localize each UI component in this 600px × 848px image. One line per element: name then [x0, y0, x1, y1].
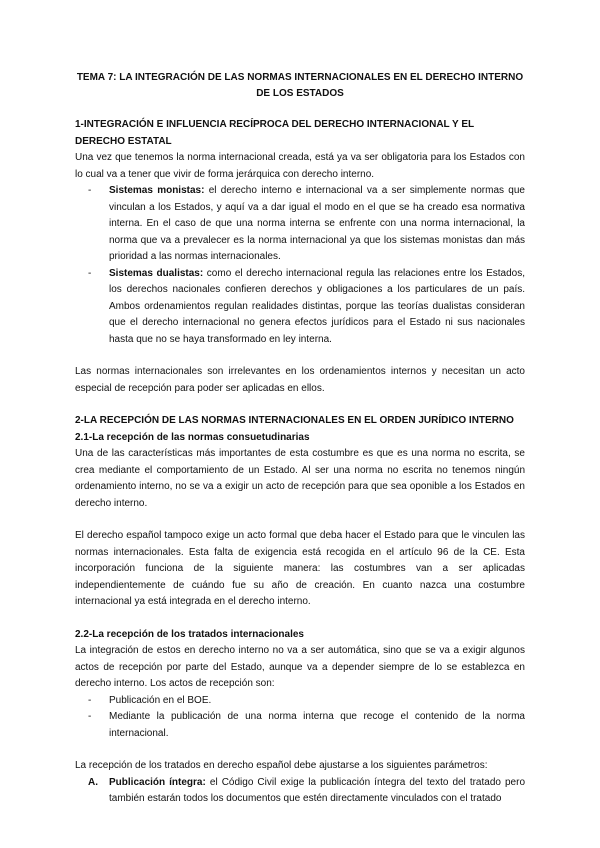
list-item-text: Publicación en el BOE.	[109, 694, 212, 706]
subsection-2-2-heading: 2.2-La recepción de los tratados internacionales	[75, 628, 304, 640]
monistas-text: el derecho interno e internacional va a ser simplemente normas que vinculan a los Estados, y aquí va a dar igual el modo en el que se ha creado esa normativa interna. En el caso de que una norma interna se enfrente con una norma internacional, la norma que va a prevalecer es la norma internacional ya que los sistemas monistas dan más prioridad a las normas internacionales.	[109, 185, 525, 262]
list-marker: A.	[88, 776, 98, 788]
list-item-text: Mediante la publicación de una norma interna que recoge el contenido de la norma internacional.	[109, 711, 525, 739]
parameters-list	[75, 775, 525, 808]
subsection-2-2-p1: La integración de estos en derecho interno no va a ser automática, sino que se va a exigir algunos actos de recepción por parte del Estado, aunque va a depender siempre de lo se establezca en derecho interno. Los actos de recepción son:	[75, 645, 525, 689]
list-marker: -	[88, 694, 92, 706]
subsection-2-2-p2: La recepción de los tratados en derecho español debe ajustarse a los siguientes parámetros:	[75, 760, 488, 771]
list-item	[75, 709, 525, 742]
list-marker: -	[88, 711, 92, 722]
section-1-intro: Una vez que tenemos la norma internacional creada, está ya va ser obligatoria para los Estados con lo cual va a tener que vivir de forma jerárquica con derecho interno.	[75, 152, 525, 180]
term-dualistas: Sistemas dualistas:	[109, 267, 204, 279]
dualistas-text: como el derecho internacional regula las relaciones entre los Estados, los derechos nacionales confieren derechos y obligaciones a los particulares de un país. Ambos ordenamientos regulan realidades distintas, porque las teorías dualistas consideran que el derecho internacional no genera efectos jurídicos para el Estado ni sus nacionales hasta que no se haya transformado en ley interna.	[109, 267, 525, 345]
list-item	[75, 775, 525, 808]
list-marker: -	[88, 185, 92, 196]
list-item	[75, 266, 525, 349]
list-marker: -	[88, 267, 92, 279]
section-2-heading: 2-LA RECEPCIÓN DE LAS NORMAS INTERNACIONALES EN EL ORDEN JURÍDICO INTERNO	[75, 415, 514, 426]
publicacion-integra-text: el Código Civil exige la publicación íntegra del texto del tratado pero también estarán todos los documentos que estén directamente vinculados con el tratado	[109, 776, 526, 804]
term-monistas: Sistemas monistas:	[109, 185, 205, 196]
section-1-closing: Las normas internacionales son irrelevantes en los ordenamientos internos y necesitan un acto especial de recepción para poder ser aplicadas en ellos.	[75, 366, 525, 394]
list-item	[75, 183, 525, 266]
systems-list	[75, 183, 525, 348]
list-item	[75, 693, 525, 710]
page-title: TEMA 7: LA INTEGRACIÓN DE LAS NORMAS INTERNACIONALES EN EL DERECHO INTERNO DE LOS ESTADOS	[76, 72, 524, 99]
term-publicacion-integra: Publicación íntegra:	[109, 776, 206, 788]
subsection-2-1-heading: 2.1-La recepción de las normas consuetudinarias	[75, 431, 310, 443]
section-1-heading: 1-INTEGRACIÓN E INFLUENCIA RECÍPROCA DEL DERECHO INTERNACIONAL Y EL DERECHO ESTATAL	[75, 119, 474, 147]
subsection-2-1-p1: Una de las características más importantes de esta costumbre es que es una norma no escrita, se crea mediante el comportamiento de un Estado. Al ser una norma no escrita no tenemos ningún ordenamiento interno, no se va a exigir un acto de recepción para que sea oponible a los Estados en derecho interno.	[75, 448, 525, 509]
subsection-2-1-p2: El derecho español tampoco exige un acto formal que deba hacer el Estado para que le vinculen las normas internacionales. Esta falta de exigencia está recogida en el artículo 96 de la CE. Esta incorporación funciona de la siguiente manera: las costumbres van a ser aplicadas independientemente de cuándo fue su año de creación. En cuanto nazca una costumbre internacional ya está integrada en el derecho interno.	[75, 530, 525, 607]
reception-acts-list	[75, 693, 525, 743]
